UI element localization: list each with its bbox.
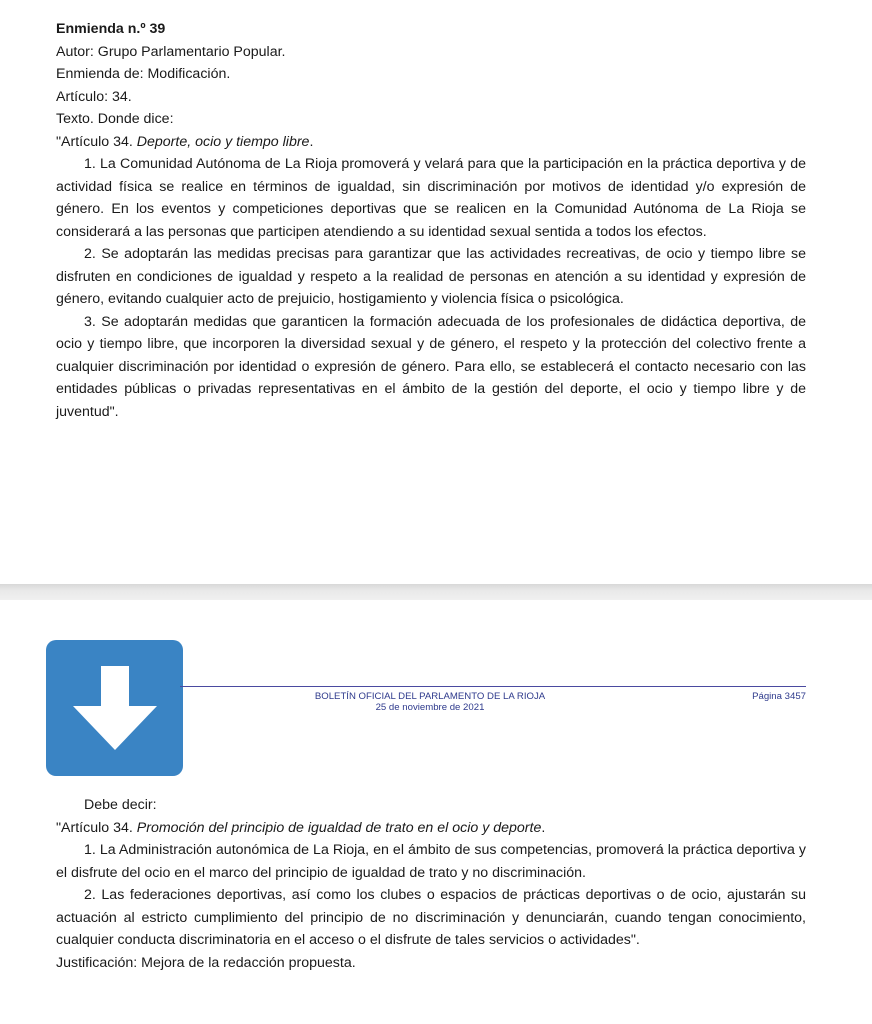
page-separator xyxy=(0,584,872,600)
document-page-bottom xyxy=(0,600,872,1024)
article-title: Deporte, ocio y tiempo libre xyxy=(136,133,310,150)
download-arrow-icon xyxy=(46,640,183,776)
bulletin-header xyxy=(230,691,630,713)
article-suffix: . xyxy=(541,819,546,836)
article-title-line-original xyxy=(56,131,806,154)
paragraph-2-original: 2. Se adoptarán las medidas precisas para garantizar que las actividades recreativas, de ocio y tiempo libre se disfruten en condiciones de igualdad y respeto a la realidad de personas en atención a su identidad y expresión de género, evitando cualquier acto de prejuicio, hostigamiento y violencia física o psicológica. xyxy=(56,246,806,307)
donde-dice-line: Texto. Donde dice: xyxy=(56,111,174,127)
header-rule xyxy=(180,686,806,687)
page-number: Página 3457 xyxy=(752,691,806,702)
article-prefix: "Artículo 34. xyxy=(56,819,137,836)
amendment-text-top xyxy=(56,18,806,423)
amendment-type-line: Enmienda de: Modificación. xyxy=(56,66,231,82)
article-prefix: "Artículo 34. xyxy=(56,133,137,150)
download-button[interactable] xyxy=(46,640,183,776)
article-title: Promoción del principio de igualdad de trato en el ocio y deporte xyxy=(136,819,542,836)
bulletin-date: 25 de noviembre de 2021 xyxy=(375,702,485,713)
author-line: Autor: Grupo Parlamentario Popular. xyxy=(56,43,286,60)
article-title-line-new xyxy=(56,817,806,840)
article-number-line: Artículo: 34. xyxy=(56,88,132,105)
bulletin-title: BOLETÍN OFICIAL DEL PARLAMENTO DE LA RIOJA xyxy=(314,691,546,702)
debe-decir-line: Debe decir: xyxy=(84,797,157,813)
paragraph-2-new: 2. Las federaciones deportivas, así como los clubes o espacios de prácticas deportivas o de ocio, ajustarán su actuación al estricto cumplimiento del principio de no discriminación y denunciarán, cuando tengan conocimiento, cualquier conducta discriminatoria en el acceso o el disfrute de tales servicios o actividades". xyxy=(56,887,806,948)
paragraph-1-original: 1. La Comunidad Autónoma de La Rioja promoverá y velará para que la participación en la práctica deportiva y de actividad física se realice en términos de igualdad, sin discriminación por motivos de identidad y/o expresión de género. En los eventos y competiciones deportivas que se realicen en la Comunidad Autónoma de La Rioja se considerará a las personas que participen atendiendo a su identidad sexual sentida a todos los efectos. xyxy=(56,156,806,240)
amendment-text-bottom xyxy=(56,794,806,974)
paragraph-1-new: 1. La Administración autonómica de La Rioja, en el ámbito de sus competencias, promoverá la práctica deportiva y el disfrute del ocio en el marco del principio de igualdad de trato y no discriminación. xyxy=(56,842,806,881)
justification-line: Justificación: Mejora de la redacción propuesta. xyxy=(56,954,356,971)
amendment-heading: Enmienda n.º 39 xyxy=(56,21,166,37)
paragraph-3-original: 3. Se adoptarán medidas que garanticen la formación adecuada de los profesionales de didáctica deportiva, de ocio y tiempo libre, que incorporen la diversidad sexual y de género, el respeto y la protección del colectivo frente a cualquier discriminación por identidad o expresión de género. Para ello, se establecerá el contacto necesario con las entidades públicas o privadas representativas en el ámbito de la gestión del deporte, el ocio y tiempo libre y de juventud". xyxy=(56,313,806,420)
article-suffix: . xyxy=(309,133,314,150)
